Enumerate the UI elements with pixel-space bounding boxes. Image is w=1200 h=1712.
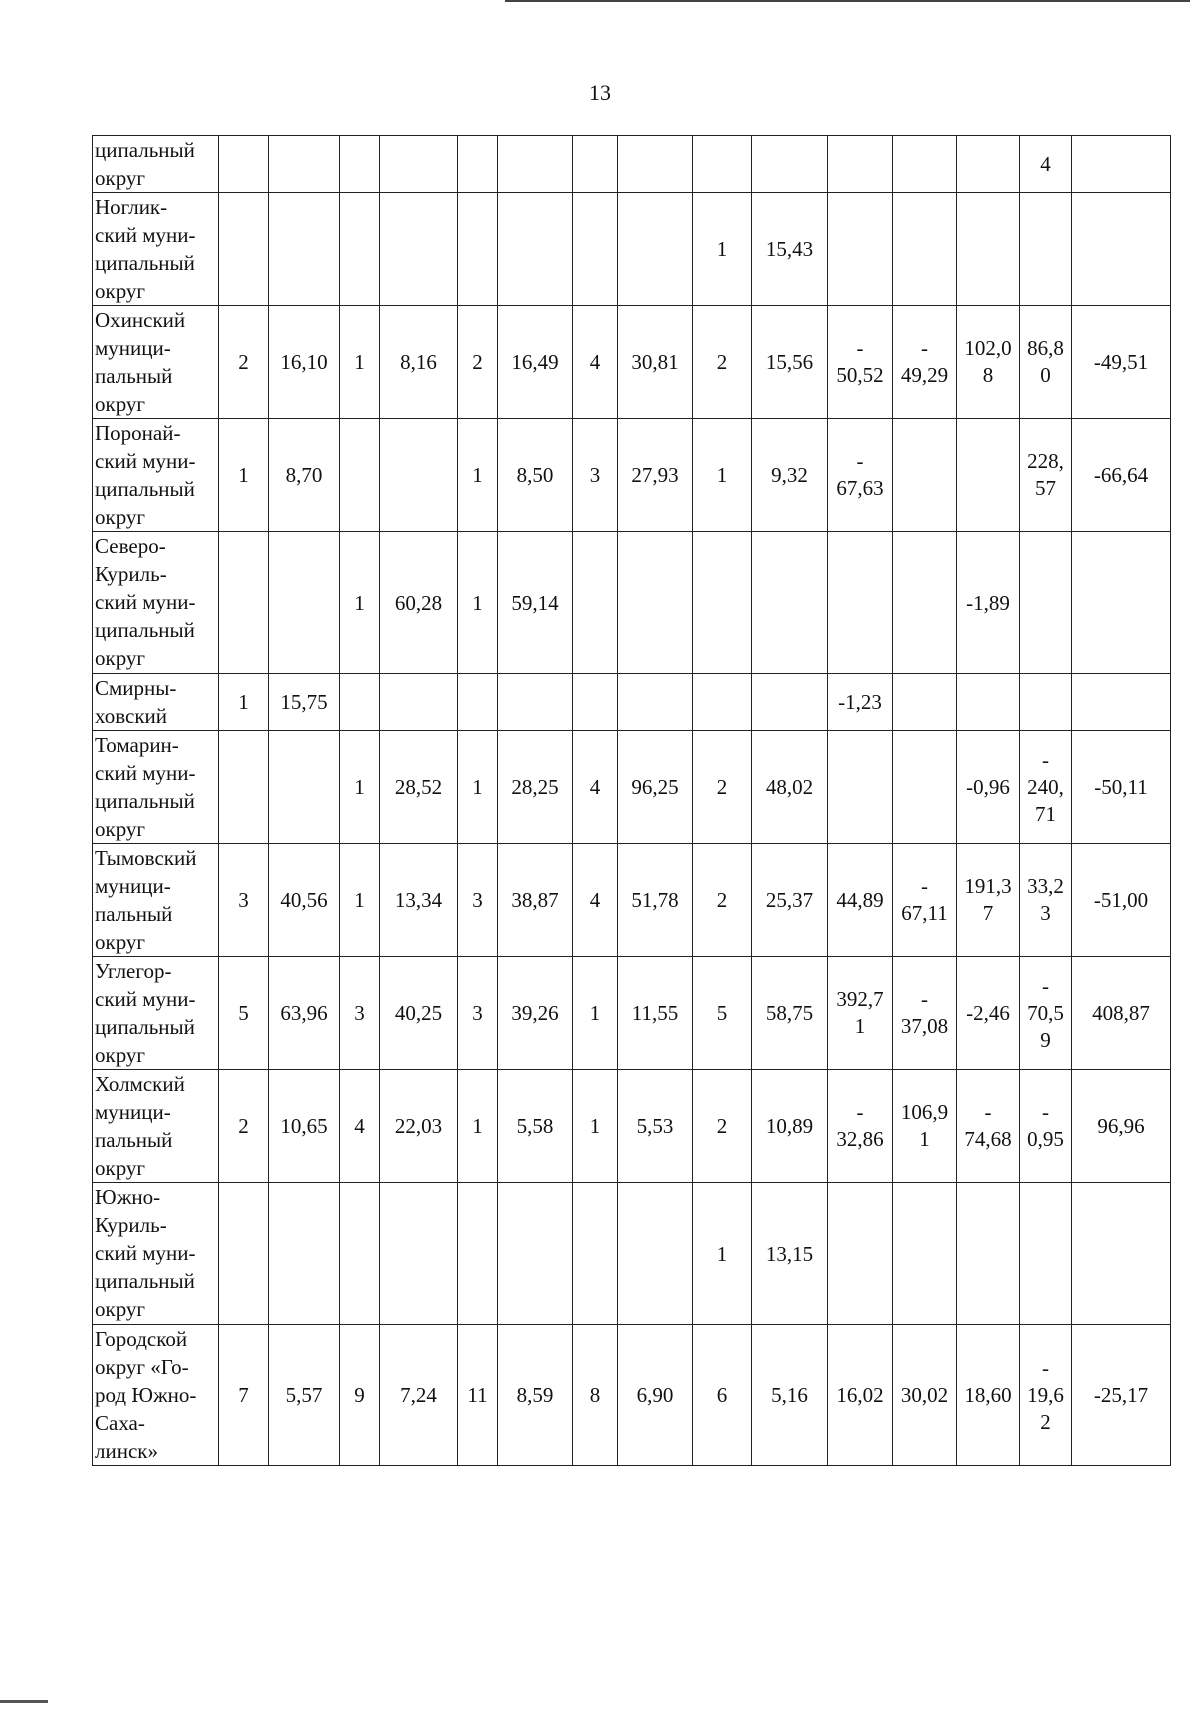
value-cell xyxy=(618,674,693,731)
value-cell: 15,56 xyxy=(752,306,828,419)
value-cell: 33,2 3 xyxy=(1020,844,1072,957)
value-cell: 39,26 xyxy=(498,957,573,1070)
value-cell: 28,52 xyxy=(380,731,458,844)
value-cell xyxy=(893,419,957,532)
value-cell: 16,10 xyxy=(269,306,340,419)
value-cell xyxy=(269,193,340,306)
value-cell: -0,96 xyxy=(957,731,1020,844)
value-cell: 8,16 xyxy=(380,306,458,419)
table-row xyxy=(93,731,1171,844)
value-cell xyxy=(957,419,1020,532)
value-cell: 3 xyxy=(340,957,380,1070)
value-cell: 8,70 xyxy=(269,419,340,532)
value-cell: 86,8 0 xyxy=(1020,306,1072,419)
value-cell: 1 xyxy=(458,419,498,532)
value-cell: 9 xyxy=(340,1325,380,1466)
value-cell: 1 xyxy=(340,844,380,957)
value-cell xyxy=(340,419,380,532)
value-cell xyxy=(573,1183,618,1325)
value-cell xyxy=(219,731,269,844)
page-number: 13 xyxy=(589,80,611,105)
value-cell xyxy=(1020,532,1072,674)
value-cell: -66,64 xyxy=(1072,419,1171,532)
value-cell: 8,50 xyxy=(498,419,573,532)
table-row xyxy=(93,532,1171,674)
value-cell xyxy=(957,193,1020,306)
value-cell xyxy=(1072,136,1171,193)
value-cell xyxy=(957,136,1020,193)
value-cell: 1 xyxy=(219,419,269,532)
value-cell: 60,28 xyxy=(380,532,458,674)
value-cell xyxy=(458,136,498,193)
value-cell xyxy=(269,532,340,674)
value-cell: -51,00 xyxy=(1072,844,1171,957)
value-cell xyxy=(380,193,458,306)
value-cell xyxy=(498,674,573,731)
value-cell: 40,56 xyxy=(269,844,340,957)
statistics-table xyxy=(92,135,1171,1466)
value-cell: -1,23 xyxy=(828,674,893,731)
value-cell xyxy=(573,674,618,731)
value-cell: 8 xyxy=(573,1325,618,1466)
value-cell: 2 xyxy=(693,731,752,844)
value-cell: 8,59 xyxy=(498,1325,573,1466)
value-cell: 2 xyxy=(219,1070,269,1183)
table-row xyxy=(93,193,1171,306)
value-cell: 96,96 xyxy=(1072,1070,1171,1183)
value-cell xyxy=(752,674,828,731)
value-cell: 4 xyxy=(573,306,618,419)
value-cell xyxy=(498,1183,573,1325)
table-row xyxy=(93,419,1171,532)
value-cell xyxy=(380,136,458,193)
value-cell xyxy=(752,136,828,193)
value-cell: 2 xyxy=(693,306,752,419)
value-cell: 11,55 xyxy=(618,957,693,1070)
value-cell xyxy=(340,193,380,306)
value-cell: 96,25 xyxy=(618,731,693,844)
value-cell xyxy=(752,532,828,674)
table-row xyxy=(93,306,1171,419)
value-cell: 7 xyxy=(219,1325,269,1466)
value-cell xyxy=(458,674,498,731)
value-cell: -49,51 xyxy=(1072,306,1171,419)
value-cell: 51,78 xyxy=(618,844,693,957)
value-cell xyxy=(269,136,340,193)
value-cell: 228, 57 xyxy=(1020,419,1072,532)
value-cell: - 67,11 xyxy=(893,844,957,957)
value-cell: 3 xyxy=(573,419,618,532)
value-cell: 1 xyxy=(693,1183,752,1325)
table-row xyxy=(93,957,1171,1070)
value-cell: - 67,63 xyxy=(828,419,893,532)
value-cell: 5,58 xyxy=(498,1070,573,1183)
value-cell: 6,90 xyxy=(618,1325,693,1466)
value-cell xyxy=(458,193,498,306)
value-cell: 1 xyxy=(458,731,498,844)
value-cell: 4 xyxy=(573,731,618,844)
value-cell: 1 xyxy=(219,674,269,731)
value-cell: 15,43 xyxy=(752,193,828,306)
value-cell: 2 xyxy=(219,306,269,419)
value-cell xyxy=(618,193,693,306)
value-cell xyxy=(1072,1183,1171,1325)
value-cell: 2 xyxy=(693,1070,752,1183)
value-cell: 5,57 xyxy=(269,1325,340,1466)
value-cell xyxy=(828,1183,893,1325)
value-cell xyxy=(693,674,752,731)
value-cell: 4 xyxy=(573,844,618,957)
value-cell xyxy=(269,1183,340,1325)
value-cell: 48,02 xyxy=(752,731,828,844)
district-name-cell: Холмский муници- пальный округ xyxy=(93,1070,219,1183)
value-cell: 392,7 1 xyxy=(828,957,893,1070)
value-cell xyxy=(458,1183,498,1325)
value-cell xyxy=(1072,674,1171,731)
value-cell xyxy=(219,193,269,306)
value-cell: -2,46 xyxy=(957,957,1020,1070)
value-cell xyxy=(573,532,618,674)
value-cell: 1 xyxy=(573,957,618,1070)
value-cell xyxy=(893,731,957,844)
value-cell: 25,37 xyxy=(752,844,828,957)
table-row xyxy=(93,1183,1171,1325)
value-cell: 1 xyxy=(573,1070,618,1183)
value-cell: 3 xyxy=(219,844,269,957)
value-cell: 1 xyxy=(340,731,380,844)
value-cell xyxy=(573,136,618,193)
value-cell: 22,03 xyxy=(380,1070,458,1183)
value-cell xyxy=(340,1183,380,1325)
value-cell xyxy=(380,674,458,731)
value-cell: - 49,29 xyxy=(893,306,957,419)
district-name-cell: Смирны- ховский xyxy=(93,674,219,731)
value-cell: 7,24 xyxy=(380,1325,458,1466)
value-cell: 5,53 xyxy=(618,1070,693,1183)
value-cell: 30,81 xyxy=(618,306,693,419)
value-cell: 1 xyxy=(340,532,380,674)
district-name-cell: ципальный округ xyxy=(93,136,219,193)
value-cell: 102,0 8 xyxy=(957,306,1020,419)
value-cell: 5 xyxy=(693,957,752,1070)
value-cell: - 32,86 xyxy=(828,1070,893,1183)
value-cell: 2 xyxy=(693,844,752,957)
value-cell: 28,25 xyxy=(498,731,573,844)
district-name-cell: Южно- Куриль- ский муни- ципальный округ xyxy=(93,1183,219,1325)
value-cell: - 74,68 xyxy=(957,1070,1020,1183)
district-name-cell: Углегор- ский муни- ципальный округ xyxy=(93,957,219,1070)
value-cell xyxy=(893,1183,957,1325)
value-cell: 3 xyxy=(458,957,498,1070)
value-cell: -25,17 xyxy=(1072,1325,1171,1466)
value-cell: 27,93 xyxy=(618,419,693,532)
value-cell: 1 xyxy=(458,1070,498,1183)
value-cell: 106,9 1 xyxy=(893,1070,957,1183)
value-cell xyxy=(957,1183,1020,1325)
value-cell: - 70,5 9 xyxy=(1020,957,1072,1070)
district-name-cell: Ноглик- ский муни- ципальный округ xyxy=(93,193,219,306)
value-cell xyxy=(828,136,893,193)
value-cell: 1 xyxy=(693,419,752,532)
value-cell xyxy=(828,532,893,674)
value-cell xyxy=(618,136,693,193)
value-cell: 16,49 xyxy=(498,306,573,419)
district-name-cell: Городской округ «Го- род Южно- Саха- линск» xyxy=(93,1325,219,1466)
district-name-cell: Тымовский муници- пальный округ xyxy=(93,844,219,957)
value-cell: 1 xyxy=(340,306,380,419)
value-cell: 58,75 xyxy=(752,957,828,1070)
value-cell xyxy=(1072,532,1171,674)
value-cell: 13,34 xyxy=(380,844,458,957)
value-cell xyxy=(957,674,1020,731)
value-cell: 10,65 xyxy=(269,1070,340,1183)
value-cell xyxy=(893,532,957,674)
value-cell xyxy=(893,136,957,193)
value-cell xyxy=(380,1183,458,1325)
value-cell: 40,25 xyxy=(380,957,458,1070)
value-cell: 30,02 xyxy=(893,1325,957,1466)
value-cell: 11 xyxy=(458,1325,498,1466)
value-cell xyxy=(1072,193,1171,306)
value-cell: 15,75 xyxy=(269,674,340,731)
value-cell: 16,02 xyxy=(828,1325,893,1466)
value-cell xyxy=(498,136,573,193)
value-cell: - 50,52 xyxy=(828,306,893,419)
value-cell: -1,89 xyxy=(957,532,1020,674)
value-cell: 9,32 xyxy=(752,419,828,532)
value-cell xyxy=(1020,674,1072,731)
value-cell: 59,14 xyxy=(498,532,573,674)
value-cell xyxy=(893,193,957,306)
value-cell xyxy=(1020,193,1072,306)
value-cell: - 240, 71 xyxy=(1020,731,1072,844)
value-cell: - 37,08 xyxy=(893,957,957,1070)
value-cell: 44,89 xyxy=(828,844,893,957)
value-cell: 1 xyxy=(693,193,752,306)
value-cell xyxy=(693,136,752,193)
value-cell: 10,89 xyxy=(752,1070,828,1183)
value-cell: 191,3 7 xyxy=(957,844,1020,957)
table-row xyxy=(93,1070,1171,1183)
value-cell xyxy=(380,419,458,532)
value-cell xyxy=(219,532,269,674)
value-cell xyxy=(573,193,618,306)
value-cell xyxy=(219,1183,269,1325)
value-cell xyxy=(828,193,893,306)
district-name-cell: Северо- Куриль- ский муни- ципальный округ xyxy=(93,532,219,674)
value-cell: 4 xyxy=(340,1070,380,1183)
value-cell: 2 xyxy=(458,306,498,419)
value-cell xyxy=(340,674,380,731)
value-cell xyxy=(219,136,269,193)
district-name-cell: Поронай- ский муни- ципальный округ xyxy=(93,419,219,532)
value-cell xyxy=(498,193,573,306)
value-cell: 6 xyxy=(693,1325,752,1466)
value-cell: 18,60 xyxy=(957,1325,1020,1466)
value-cell: 1 xyxy=(458,532,498,674)
district-name-cell: Томарин- ский муни- ципальный округ xyxy=(93,731,219,844)
value-cell xyxy=(340,136,380,193)
table-row xyxy=(93,844,1171,957)
value-cell: 38,87 xyxy=(498,844,573,957)
value-cell xyxy=(1020,1183,1072,1325)
value-cell: -50,11 xyxy=(1072,731,1171,844)
value-cell: 13,15 xyxy=(752,1183,828,1325)
value-cell xyxy=(618,532,693,674)
table-row xyxy=(93,674,1171,731)
value-cell: 5 xyxy=(219,957,269,1070)
value-cell: 408,87 xyxy=(1072,957,1171,1070)
district-name-cell: Охинский муници- пальный округ xyxy=(93,306,219,419)
value-cell: 4 xyxy=(1020,136,1072,193)
value-cell xyxy=(828,731,893,844)
value-cell: - 19,6 2 xyxy=(1020,1325,1072,1466)
value-cell: - 0,95 xyxy=(1020,1070,1072,1183)
table-row xyxy=(93,1325,1171,1466)
value-cell xyxy=(618,1183,693,1325)
value-cell: 5,16 xyxy=(752,1325,828,1466)
bottom-scan-rule xyxy=(0,1700,48,1703)
value-cell xyxy=(693,532,752,674)
value-cell xyxy=(893,674,957,731)
value-cell xyxy=(269,731,340,844)
value-cell: 63,96 xyxy=(269,957,340,1070)
top-scan-rule xyxy=(505,0,1190,2)
table-row xyxy=(93,136,1171,193)
value-cell: 3 xyxy=(458,844,498,957)
